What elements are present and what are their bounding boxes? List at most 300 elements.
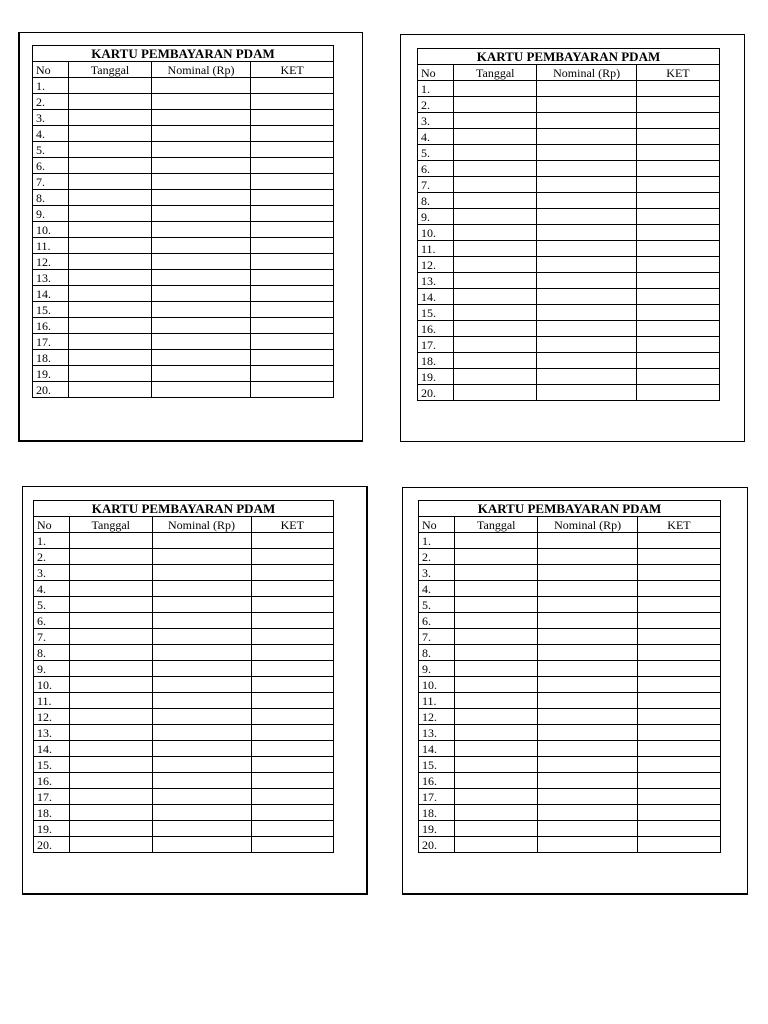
nominal-cell[interactable] — [538, 837, 638, 853]
ket-cell[interactable] — [251, 94, 334, 110]
nominal-cell[interactable] — [152, 693, 251, 709]
table-row — [418, 97, 720, 113]
tanggal-cell[interactable] — [455, 837, 538, 853]
ket-cell[interactable] — [637, 533, 720, 549]
ket-cell[interactable] — [636, 273, 719, 289]
row-number: 2. — [418, 97, 454, 113]
nominal-cell[interactable] — [537, 305, 637, 321]
row-number: 7. — [418, 177, 454, 193]
tanggal-cell[interactable] — [454, 289, 537, 305]
table-row — [33, 190, 334, 206]
nominal-cell[interactable] — [151, 94, 250, 110]
nominal-cell[interactable] — [537, 369, 637, 385]
ket-cell[interactable] — [637, 821, 720, 837]
table-row — [419, 677, 721, 693]
ket-cell[interactable] — [637, 773, 720, 789]
table-row — [34, 613, 334, 629]
ket-cell[interactable] — [251, 725, 334, 741]
ket-cell[interactable] — [251, 837, 334, 853]
nominal-cell[interactable] — [152, 629, 251, 645]
ket-cell[interactable] — [637, 565, 720, 581]
ket-cell[interactable] — [251, 254, 334, 270]
nominal-cell[interactable] — [538, 789, 638, 805]
nominal-cell[interactable] — [152, 837, 251, 853]
header-tanggal: Tanggal — [70, 517, 153, 533]
tanggal-cell[interactable] — [455, 805, 538, 821]
nominal-cell[interactable] — [151, 126, 250, 142]
ket-cell[interactable] — [251, 757, 334, 773]
ket-cell[interactable] — [636, 369, 719, 385]
row-number: 7. — [33, 174, 69, 190]
row-number: 1. — [418, 81, 454, 97]
ket-cell[interactable] — [251, 533, 334, 549]
tanggal-cell[interactable] — [455, 821, 538, 837]
nominal-cell[interactable] — [537, 97, 637, 113]
payment-table — [417, 48, 720, 401]
tanggal-cell[interactable] — [455, 773, 538, 789]
payment-table — [32, 45, 334, 398]
tanggal-cell[interactable] — [69, 254, 152, 270]
nominal-cell[interactable] — [538, 693, 638, 709]
table-row — [33, 382, 334, 398]
tanggal-cell[interactable] — [69, 78, 152, 94]
row-number: 5. — [33, 142, 69, 158]
ket-cell[interactable] — [637, 629, 720, 645]
table-row — [419, 613, 721, 629]
row-number: 9. — [418, 209, 454, 225]
tanggal-cell[interactable] — [454, 273, 537, 289]
nominal-cell[interactable] — [152, 725, 251, 741]
nominal-cell[interactable] — [151, 366, 250, 382]
nominal-cell[interactable] — [151, 254, 250, 270]
row-number: 18. — [419, 805, 455, 821]
ket-cell[interactable] — [636, 289, 719, 305]
ket-cell[interactable] — [637, 837, 720, 853]
tanggal-cell[interactable] — [455, 757, 538, 773]
table-row — [33, 158, 334, 174]
ket-cell[interactable] — [636, 97, 719, 113]
ket-cell[interactable] — [636, 385, 719, 401]
ket-cell[interactable] — [251, 238, 334, 254]
ket-cell[interactable] — [251, 773, 334, 789]
row-number: 15. — [34, 757, 70, 773]
ket-cell[interactable] — [637, 613, 720, 629]
tanggal-cell[interactable] — [69, 334, 152, 350]
nominal-cell[interactable] — [152, 773, 251, 789]
row-number: 17. — [419, 789, 455, 805]
ket-cell[interactable] — [636, 129, 719, 145]
tanggal-cell[interactable] — [454, 161, 537, 177]
tanggal-cell[interactable] — [70, 677, 153, 693]
tanggal-cell[interactable] — [69, 286, 152, 302]
tanggal-cell[interactable] — [454, 353, 537, 369]
ket-cell[interactable] — [636, 321, 719, 337]
ket-cell[interactable] — [636, 337, 719, 353]
ket-cell[interactable] — [251, 286, 334, 302]
nominal-cell[interactable] — [537, 289, 637, 305]
nominal-cell[interactable] — [538, 613, 638, 629]
tanggal-cell[interactable] — [454, 145, 537, 161]
ket-cell[interactable] — [636, 161, 719, 177]
table-row — [34, 581, 334, 597]
table-row — [33, 222, 334, 238]
table-row — [34, 693, 334, 709]
nominal-cell[interactable] — [152, 645, 251, 661]
tanggal-cell[interactable] — [455, 549, 538, 565]
ket-cell[interactable] — [636, 305, 719, 321]
ket-cell[interactable] — [251, 126, 334, 142]
tanggal-cell[interactable] — [454, 369, 537, 385]
ket-cell[interactable] — [251, 350, 334, 366]
nominal-cell[interactable] — [537, 225, 637, 241]
tanggal-cell[interactable] — [69, 318, 152, 334]
row-number: 19. — [419, 821, 455, 837]
nominal-cell[interactable] — [151, 142, 250, 158]
ket-cell[interactable] — [251, 789, 334, 805]
row-number: 6. — [33, 158, 69, 174]
tanggal-cell[interactable] — [70, 581, 153, 597]
nominal-cell[interactable] — [538, 805, 638, 821]
tanggal-cell[interactable] — [70, 613, 153, 629]
tanggal-cell[interactable] — [454, 305, 537, 321]
ket-cell[interactable] — [637, 757, 720, 773]
ket-cell[interactable] — [251, 661, 334, 677]
nominal-cell[interactable] — [537, 321, 637, 337]
tanggal-cell[interactable] — [69, 222, 152, 238]
tanggal-cell[interactable] — [69, 110, 152, 126]
nominal-cell[interactable] — [151, 78, 250, 94]
header-no: No — [33, 62, 69, 78]
tanggal-cell[interactable] — [454, 209, 537, 225]
ket-cell[interactable] — [251, 334, 334, 350]
tanggal-cell[interactable] — [454, 241, 537, 257]
nominal-cell[interactable] — [152, 533, 251, 549]
nominal-cell[interactable] — [152, 805, 251, 821]
ket-cell[interactable] — [251, 190, 334, 206]
row-number: 11. — [34, 693, 70, 709]
ket-cell[interactable] — [637, 661, 720, 677]
header-ket: KET — [251, 62, 334, 78]
tanggal-cell[interactable] — [70, 645, 153, 661]
tanggal-cell[interactable] — [455, 565, 538, 581]
row-number: 13. — [419, 725, 455, 741]
nominal-cell[interactable] — [537, 145, 637, 161]
table-row — [419, 741, 721, 757]
nominal-cell[interactable] — [152, 613, 251, 629]
ket-cell[interactable] — [636, 209, 719, 225]
table-row — [34, 645, 334, 661]
ket-cell[interactable] — [251, 110, 334, 126]
tanggal-cell[interactable] — [69, 366, 152, 382]
nominal-cell[interactable] — [151, 174, 250, 190]
row-number: 6. — [419, 613, 455, 629]
nominal-cell[interactable] — [537, 161, 637, 177]
nominal-cell[interactable] — [538, 581, 638, 597]
tanggal-cell[interactable] — [454, 81, 537, 97]
table-row — [419, 629, 721, 645]
nominal-cell[interactable] — [537, 241, 637, 257]
table-row — [418, 353, 720, 369]
ket-cell[interactable] — [636, 257, 719, 273]
tanggal-cell[interactable] — [454, 385, 537, 401]
header-nominal: Nominal (Rp) — [152, 517, 251, 533]
ket-cell[interactable] — [251, 821, 334, 837]
nominal-cell[interactable] — [537, 193, 637, 209]
tanggal-cell[interactable] — [455, 597, 538, 613]
ket-cell[interactable] — [636, 81, 719, 97]
nominal-cell[interactable] — [152, 741, 251, 757]
tanggal-cell[interactable] — [455, 645, 538, 661]
ket-cell[interactable] — [636, 177, 719, 193]
ket-cell[interactable] — [636, 113, 719, 129]
table-row — [419, 805, 721, 821]
ket-cell[interactable] — [251, 142, 334, 158]
ket-cell[interactable] — [251, 302, 334, 318]
nominal-cell[interactable] — [152, 549, 251, 565]
tanggal-cell[interactable] — [70, 629, 153, 645]
tanggal-cell[interactable] — [454, 337, 537, 353]
ket-cell[interactable] — [251, 709, 334, 725]
nominal-cell[interactable] — [538, 677, 638, 693]
ket-cell[interactable] — [636, 145, 719, 161]
tanggal-cell[interactable] — [69, 190, 152, 206]
row-number: 20. — [34, 837, 70, 853]
row-number: 1. — [33, 78, 69, 94]
tanggal-cell[interactable] — [69, 206, 152, 222]
tanggal-cell[interactable] — [70, 789, 153, 805]
ket-cell[interactable] — [637, 789, 720, 805]
ket-cell[interactable] — [637, 677, 720, 693]
row-number: 20. — [418, 385, 454, 401]
nominal-cell[interactable] — [538, 709, 638, 725]
tanggal-cell[interactable] — [455, 677, 538, 693]
ket-cell[interactable] — [251, 677, 334, 693]
nominal-cell[interactable] — [537, 385, 637, 401]
nominal-cell[interactable] — [537, 129, 637, 145]
nominal-cell[interactable] — [537, 209, 637, 225]
tanggal-cell[interactable] — [69, 142, 152, 158]
tanggal-cell[interactable] — [70, 725, 153, 741]
ket-cell[interactable] — [251, 549, 334, 565]
ket-cell[interactable] — [637, 725, 720, 741]
tanggal-cell[interactable] — [455, 613, 538, 629]
tanggal-cell[interactable] — [70, 757, 153, 773]
tanggal-cell[interactable] — [454, 97, 537, 113]
nominal-cell[interactable] — [537, 257, 637, 273]
row-number: 18. — [33, 350, 69, 366]
nominal-cell[interactable] — [538, 741, 638, 757]
tanggal-cell[interactable] — [69, 238, 152, 254]
card-title: KARTU PEMBAYARAN PDAM — [33, 46, 334, 62]
table-row — [419, 821, 721, 837]
ket-cell[interactable] — [251, 366, 334, 382]
tanggal-cell[interactable] — [69, 302, 152, 318]
ket-cell[interactable] — [251, 318, 334, 334]
ket-cell[interactable] — [251, 222, 334, 238]
nominal-cell[interactable] — [538, 757, 638, 773]
nominal-cell[interactable] — [152, 757, 251, 773]
nominal-cell[interactable] — [538, 821, 638, 837]
row-number: 5. — [419, 597, 455, 613]
ket-cell[interactable] — [251, 613, 334, 629]
nominal-cell[interactable] — [537, 177, 637, 193]
row-number: 10. — [419, 677, 455, 693]
ket-cell[interactable] — [251, 78, 334, 94]
header-nominal: Nominal (Rp) — [537, 65, 637, 81]
nominal-cell[interactable] — [152, 709, 251, 725]
tanggal-cell[interactable] — [69, 350, 152, 366]
tanggal-cell[interactable] — [70, 821, 153, 837]
tanggal-cell[interactable] — [455, 581, 538, 597]
ket-cell[interactable] — [251, 174, 334, 190]
tanggal-cell[interactable] — [69, 382, 152, 398]
nominal-cell[interactable] — [151, 190, 250, 206]
nominal-cell[interactable] — [152, 581, 251, 597]
nominal-cell[interactable] — [151, 382, 250, 398]
tanggal-cell[interactable] — [454, 113, 537, 129]
tanggal-cell[interactable] — [69, 270, 152, 286]
row-number: 19. — [34, 821, 70, 837]
row-number: 16. — [418, 321, 454, 337]
tanggal-cell[interactable] — [455, 661, 538, 677]
ket-cell[interactable] — [251, 565, 334, 581]
tanggal-cell[interactable] — [455, 741, 538, 757]
nominal-cell[interactable] — [537, 337, 637, 353]
nominal-cell[interactable] — [152, 661, 251, 677]
tanggal-cell[interactable] — [454, 225, 537, 241]
tanggal-cell[interactable] — [70, 773, 153, 789]
ket-cell[interactable] — [251, 158, 334, 174]
tanggal-cell[interactable] — [70, 837, 153, 853]
tanggal-cell[interactable] — [69, 174, 152, 190]
nominal-cell[interactable] — [152, 677, 251, 693]
tanggal-cell[interactable] — [455, 533, 538, 549]
ket-cell[interactable] — [251, 206, 334, 222]
ket-cell[interactable] — [251, 597, 334, 613]
ket-cell[interactable] — [636, 353, 719, 369]
tanggal-cell[interactable] — [454, 321, 537, 337]
tanggal-cell[interactable] — [455, 629, 538, 645]
ket-cell[interactable] — [251, 629, 334, 645]
nominal-cell[interactable] — [151, 286, 250, 302]
ket-cell[interactable] — [637, 741, 720, 757]
ket-cell[interactable] — [637, 805, 720, 821]
nominal-cell[interactable] — [152, 597, 251, 613]
nominal-cell[interactable] — [152, 565, 251, 581]
nominal-cell[interactable] — [151, 110, 250, 126]
tanggal-cell[interactable] — [69, 94, 152, 110]
ket-cell[interactable] — [251, 645, 334, 661]
table-row — [418, 257, 720, 273]
nominal-cell[interactable] — [151, 238, 250, 254]
tanggal-cell[interactable] — [70, 709, 153, 725]
ket-cell[interactable] — [637, 709, 720, 725]
nominal-cell[interactable] — [151, 318, 250, 334]
ket-cell[interactable] — [251, 382, 334, 398]
nominal-cell[interactable] — [151, 350, 250, 366]
nominal-cell[interactable] — [538, 773, 638, 789]
nominal-cell[interactable] — [151, 158, 250, 174]
nominal-cell[interactable] — [151, 206, 250, 222]
ket-cell[interactable] — [636, 193, 719, 209]
tanggal-cell[interactable] — [454, 193, 537, 209]
ket-cell[interactable] — [637, 597, 720, 613]
nominal-cell[interactable] — [537, 81, 637, 97]
table-row — [418, 241, 720, 257]
nominal-cell[interactable] — [151, 222, 250, 238]
nominal-cell[interactable] — [538, 549, 638, 565]
tanggal-cell[interactable] — [70, 661, 153, 677]
tanggal-cell[interactable] — [70, 565, 153, 581]
tanggal-cell[interactable] — [70, 805, 153, 821]
nominal-cell[interactable] — [538, 725, 638, 741]
row-number: 14. — [419, 741, 455, 757]
tanggal-cell[interactable] — [455, 789, 538, 805]
nominal-cell[interactable] — [538, 533, 638, 549]
nominal-cell[interactable] — [151, 270, 250, 286]
tanggal-cell[interactable] — [70, 533, 153, 549]
nominal-cell[interactable] — [151, 334, 250, 350]
nominal-cell[interactable] — [537, 273, 637, 289]
tanggal-cell[interactable] — [70, 693, 153, 709]
ket-cell[interactable] — [637, 581, 720, 597]
table-row — [34, 597, 334, 613]
table-row — [34, 629, 334, 645]
ket-cell[interactable] — [251, 805, 334, 821]
table-row — [33, 334, 334, 350]
table-row — [34, 549, 334, 565]
ket-cell[interactable] — [251, 270, 334, 286]
ket-cell[interactable] — [636, 225, 719, 241]
tanggal-cell[interactable] — [70, 597, 153, 613]
ket-cell[interactable] — [251, 581, 334, 597]
tanggal-cell[interactable] — [454, 177, 537, 193]
table-row — [418, 289, 720, 305]
nominal-cell[interactable] — [538, 565, 638, 581]
ket-cell[interactable] — [637, 693, 720, 709]
tanggal-cell[interactable] — [454, 129, 537, 145]
tanggal-cell[interactable] — [455, 709, 538, 725]
nominal-cell[interactable] — [538, 645, 638, 661]
table-row — [33, 206, 334, 222]
nominal-cell[interactable] — [538, 597, 638, 613]
nominal-cell[interactable] — [537, 353, 637, 369]
table-row — [33, 174, 334, 190]
tanggal-cell[interactable] — [70, 741, 153, 757]
table-row — [419, 565, 721, 581]
ket-cell[interactable] — [251, 693, 334, 709]
tanggal-cell[interactable] — [455, 693, 538, 709]
ket-cell[interactable] — [636, 241, 719, 257]
nominal-cell[interactable] — [538, 661, 638, 677]
tanggal-cell[interactable] — [69, 126, 152, 142]
table-row — [419, 757, 721, 773]
tanggal-cell[interactable] — [70, 549, 153, 565]
nominal-cell[interactable] — [538, 629, 638, 645]
tanggal-cell[interactable] — [69, 158, 152, 174]
nominal-cell[interactable] — [151, 302, 250, 318]
tanggal-cell[interactable] — [455, 725, 538, 741]
nominal-cell[interactable] — [152, 789, 251, 805]
tanggal-cell[interactable] — [454, 257, 537, 273]
nominal-cell[interactable] — [537, 113, 637, 129]
ket-cell[interactable] — [637, 645, 720, 661]
table-row — [418, 369, 720, 385]
ket-cell[interactable] — [251, 741, 334, 757]
row-number: 15. — [419, 757, 455, 773]
ket-cell[interactable] — [637, 549, 720, 565]
nominal-cell[interactable] — [152, 821, 251, 837]
